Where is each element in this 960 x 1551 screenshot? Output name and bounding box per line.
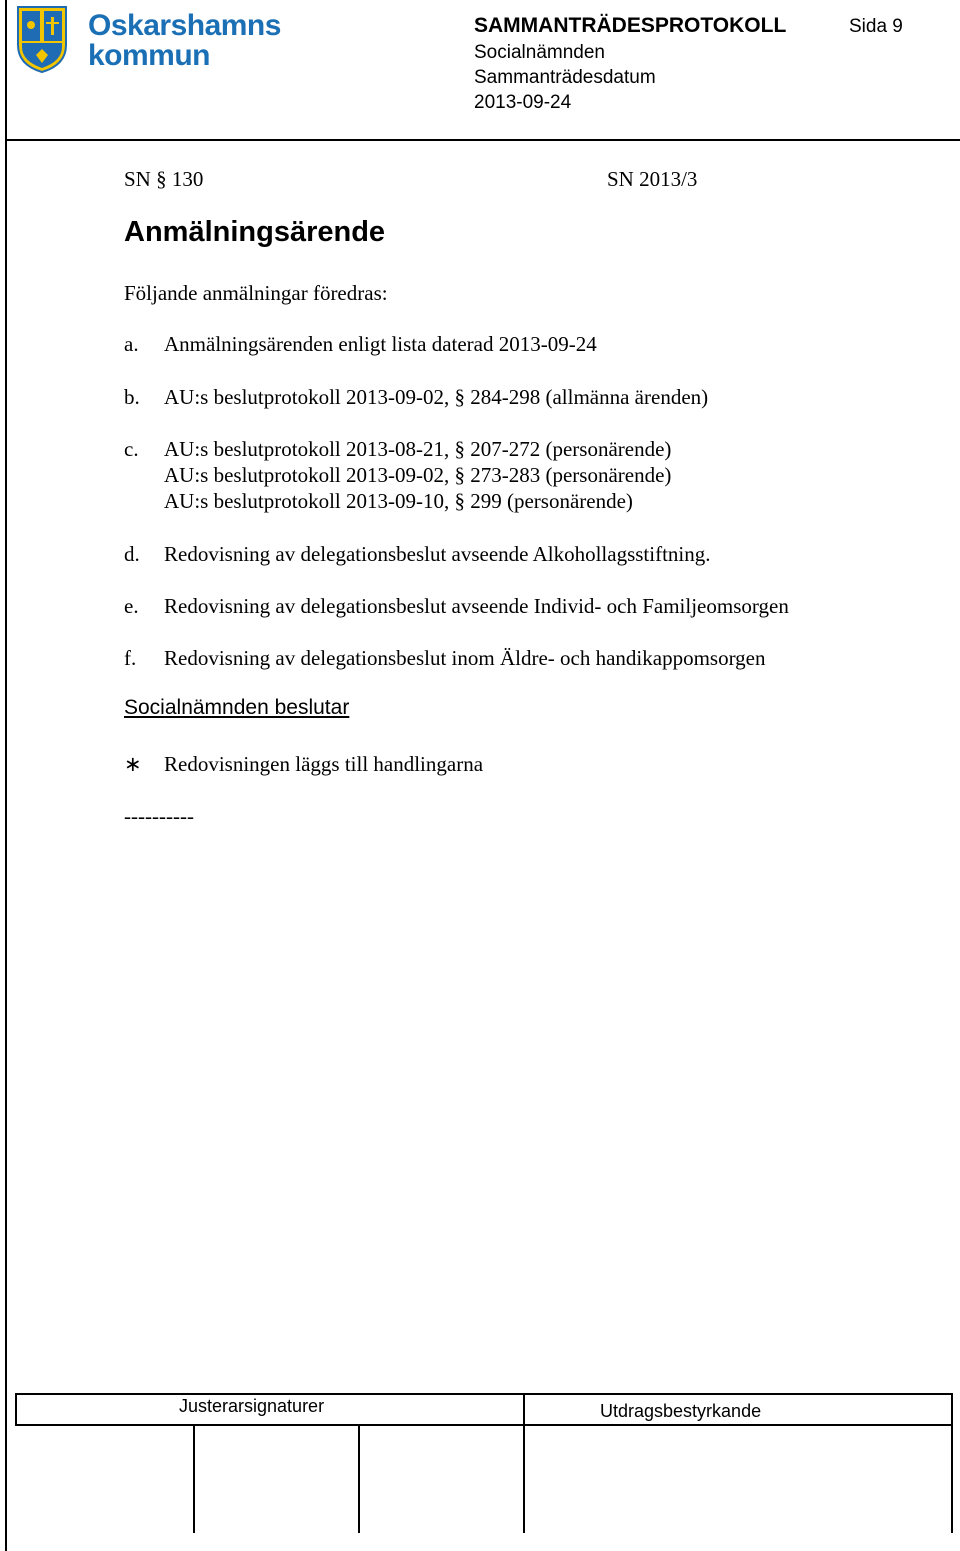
intro-text: Följande anmälningar föredras:: [124, 281, 388, 305]
list-marker: f.: [124, 646, 137, 670]
list-marker: d.: [124, 542, 140, 566]
document-title: SAMMANTRÄDESPROTOKOLL: [474, 14, 787, 37]
table-border-top: [15, 1393, 953, 1395]
signature-field[interactable]: [195, 1426, 358, 1533]
list-marker: c.: [124, 437, 139, 461]
logo-text-line2: kommun: [88, 39, 211, 72]
list-marker: e.: [124, 594, 139, 618]
extract-field[interactable]: [525, 1426, 951, 1533]
list-item-text: AU:s beslutprotokoll 2013-09-10, § 299 (personärende): [164, 489, 633, 513]
list-item-text: Redovisning av delegationsbeslut avseende Individ- och Familjeomsorgen: [164, 594, 789, 618]
coat-of-arms-icon: [16, 5, 68, 73]
list-item-text: AU:s beslutprotokoll 2013-09-02, § 273-283 (personärende): [164, 463, 672, 487]
bullet-icon: ∗: [124, 752, 142, 776]
decision-heading: Socialnämnden beslutar: [124, 696, 350, 719]
signature-field[interactable]: [17, 1426, 193, 1533]
list-item-text: Anmälningsärenden enligt lista daterad 2013-09-24: [164, 332, 597, 356]
list-item-text: Redovisning av delegationsbeslut avseende Alkohollagsstiftning.: [164, 542, 711, 566]
signature-field[interactable]: [360, 1426, 523, 1533]
list-item-text: Redovisning av delegationsbeslut inom Äldre- och handikappomsorgen: [164, 646, 766, 670]
signatures-label: Justerarsignaturer: [179, 1396, 325, 1416]
decision-text: Redovisningen läggs till handlingarna: [164, 752, 484, 776]
committee-name: Socialnämnden: [474, 42, 605, 63]
list-item-text: AU:s beslutprotokoll 2013-09-02, § 284-298 (allmänna ärenden): [164, 385, 709, 409]
logo-text-line1: Oskarshamns: [88, 9, 281, 42]
end-marker: ----------: [124, 804, 194, 828]
header-divider: [5, 139, 960, 141]
list-item-text: AU:s beslutprotokoll 2013-08-21, § 207-272 (personärende): [164, 437, 672, 461]
table-border-left: [15, 1393, 17, 1426]
page-number: Sida 9: [849, 16, 903, 37]
list-marker: b.: [124, 385, 140, 409]
extract-label: Utdragsbestyrkande: [600, 1401, 762, 1421]
municipality-logo: [14, 5, 281, 77]
paragraph-reference: SN § 130: [124, 167, 204, 191]
table-border-right: [951, 1393, 953, 1533]
page-title: Anmälningsärende: [124, 216, 386, 248]
case-number: SN 2013/3: [607, 167, 698, 191]
meeting-date-label: Sammanträdesdatum: [474, 67, 656, 88]
page-left-border: [5, 0, 7, 1551]
meeting-date: 2013-09-24: [474, 92, 572, 113]
list-marker: a.: [124, 332, 139, 356]
